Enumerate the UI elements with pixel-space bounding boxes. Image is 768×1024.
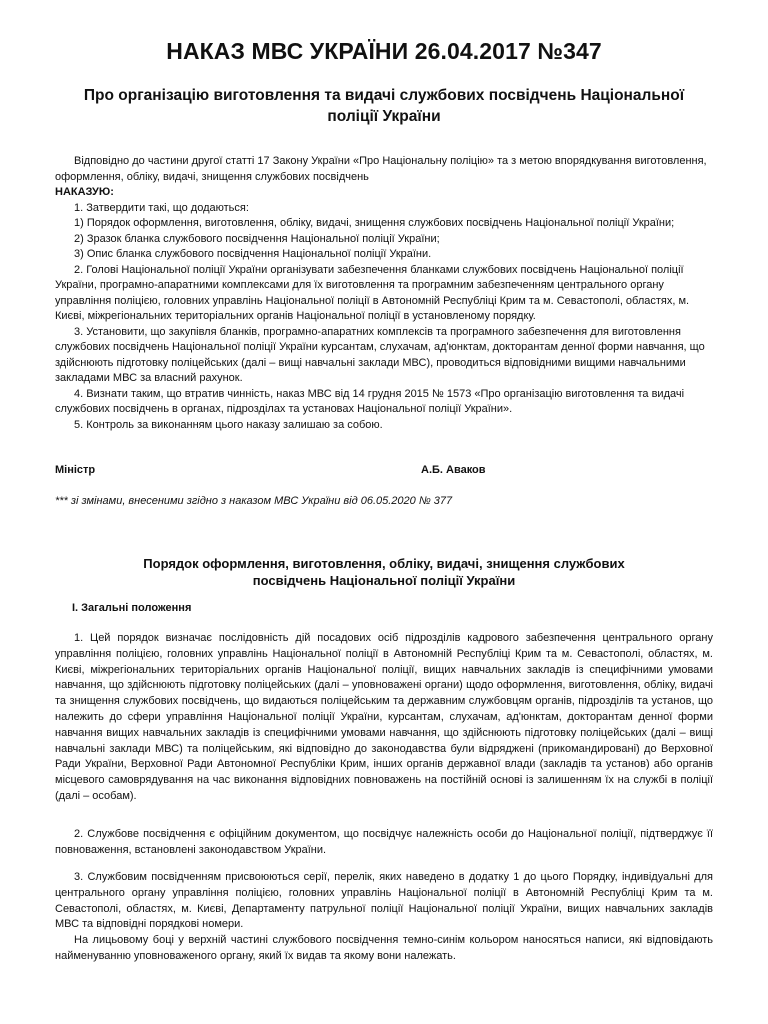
document-subtitle: Про організацію виготовлення та видачі службових посвідчень Національної поліції України — [83, 87, 685, 125]
signature-row — [55, 464, 715, 480]
procedure-para-4: На лицьовому боці у верхній частині службового посвідчення темно-синім кольором наносяться написи, які відповідають найменуванню уповноваженого органу, який їх видав та якому вони належать. — [55, 934, 713, 962]
order-item-1-3: 3) Опис бланка службового посвідчення Національної поліції України. — [74, 248, 432, 260]
procedure-para-1-block — [55, 631, 713, 805]
procedure-para-3: 3. Службовим посвідченням присвоюються серії, перелік, яких наведено в додатку 1 до цього Порядку, індивідуальні для центрального органу управління поліцією, головних управлінь Національної поліції в Автономній Республіці Крим та м. Севастополі, областях, м. Києві, Департаменту патрульної поліції Національної поліції України, вищих навчальних закладів МВС та відповідні порядкові номери. — [55, 871, 713, 931]
procedure-para-1: 1. Цей порядок визначає послідовність дій посадових осіб підрозділів кадрового забезпечення центрального органу управління поліцією, головних управлінь Національної поліції в Автономній Республіці Крим та м. Севастополі, областях, м. Києві, міжрегіональних територіальних органів Національної поліції, вищих навчальних закладів із специфічними умовами навчання, що здійснюють підготовку поліцейських (далі – уповноважені органи) щодо оформлення, виготовлення, обліку, видачі та знищення службових посвідчень, що видаються поліцейським та державним службовцям органів, підрозділів та установ, що належить до сфери управління Національної поліції України, курсантам, слухачам, ад'юнктам, докторантам денної форми навчання вищих навчальних закладів із специфічними умовами навчання, що здійснюють підготовку поліцейських (далі – вищі навчальні заклади МВС) та поліцейським, які відповідно до законодавства були відряджені (прикомандировані) до Верховної Ради України, Верховної Ради Автономної Республіки Крим, інших органів державної влади (закладів та установ) або органів місцевого самоврядування на час виконання відповідних повноважень на постійній основі із залишенням їх на службі в поліції (далі – особам). — [55, 632, 713, 802]
procedure-para-2-block — [55, 827, 713, 859]
order-body — [55, 154, 715, 433]
order-item-5: 5. Контроль за виконанням цього наказу залишаю за собою. — [74, 418, 383, 431]
procedure-para-2: 2. Службове посвідчення є офіційним документом, що посвідчує належність особи до Національної поліції, підтверджує її повноваження, встановлені законодавством України. — [55, 828, 713, 856]
order-item-3: 3. Установити, що закупівля бланків, програмно-апаратних комплексів та програмного забезпечення для виготовлення службових посвідчень Національної поліції України курсантам, слухачам, ад'юнктам, докторантам денної форми навчання, що здійснюють підготовку поліцейських (далі – вищі навчальні заклади МВС), проводиться відповідними вищими навчальними закладами МВС за власний рахунок. — [55, 325, 705, 384]
procedure-para-3-block — [55, 870, 713, 965]
order-item-1: 1. Затвердити такі, що додаються: — [74, 201, 249, 214]
chapter-heading: I. Загальні положення — [72, 602, 192, 614]
order-item-2: 2. Голові Національної поліції України організувати забезпечення бланками службових посвідчень Національної поліції України, програмно-апаратними комплексами для їх виготовлення та програмним забезпеченням центрального органу управління поліцією, головних управлінь Національної поліції в Автономній Республіці Крим та м. Севастополі, областях, м. Києві, міжрегіональних територіальних органів Національної поліції в установленому порядку. — [55, 263, 690, 322]
signature-position: Міністр — [55, 464, 96, 476]
signature-name: А.Б. Аваков — [421, 464, 486, 476]
document-title: НАКАЗ МВС УКРАЇНИ 26.04.2017 №347 — [166, 38, 602, 64]
procedure-title: Порядок оформлення, виготовлення, обліку, видачі, знищення службових посвідчень Національної поліції України — [143, 556, 625, 588]
order-intro: Відповідно до частини другої статті 17 Закону України «Про Національну поліцію» та з метою впорядкування виготовлення, оформлення, обліку, видачі, знищення службових посвідчень — [55, 155, 707, 183]
order-item-1-2: 2) Зразок бланка службового посвідчення Національної поліції України; — [74, 232, 440, 245]
order-item-1-1: 1) Порядок оформлення, виготовлення, обліку, видачі, знищення службових посвідчень Національної поліції України; — [74, 217, 675, 229]
amendment-note: *** зі змінами, внесеними згідно з наказом МВС України від 06.05.2020 № 377 — [55, 495, 453, 507]
order-word: НАКАЗУЮ: — [55, 186, 114, 198]
order-item-4: 4. Визнати таким, що втратив чинність, наказ МВС від 14 грудня 2015 № 1573 «Про організацію виготовлення та видачі службових посвідчень в органах, підрозділах та установах Національної поліції України». — [55, 387, 685, 415]
